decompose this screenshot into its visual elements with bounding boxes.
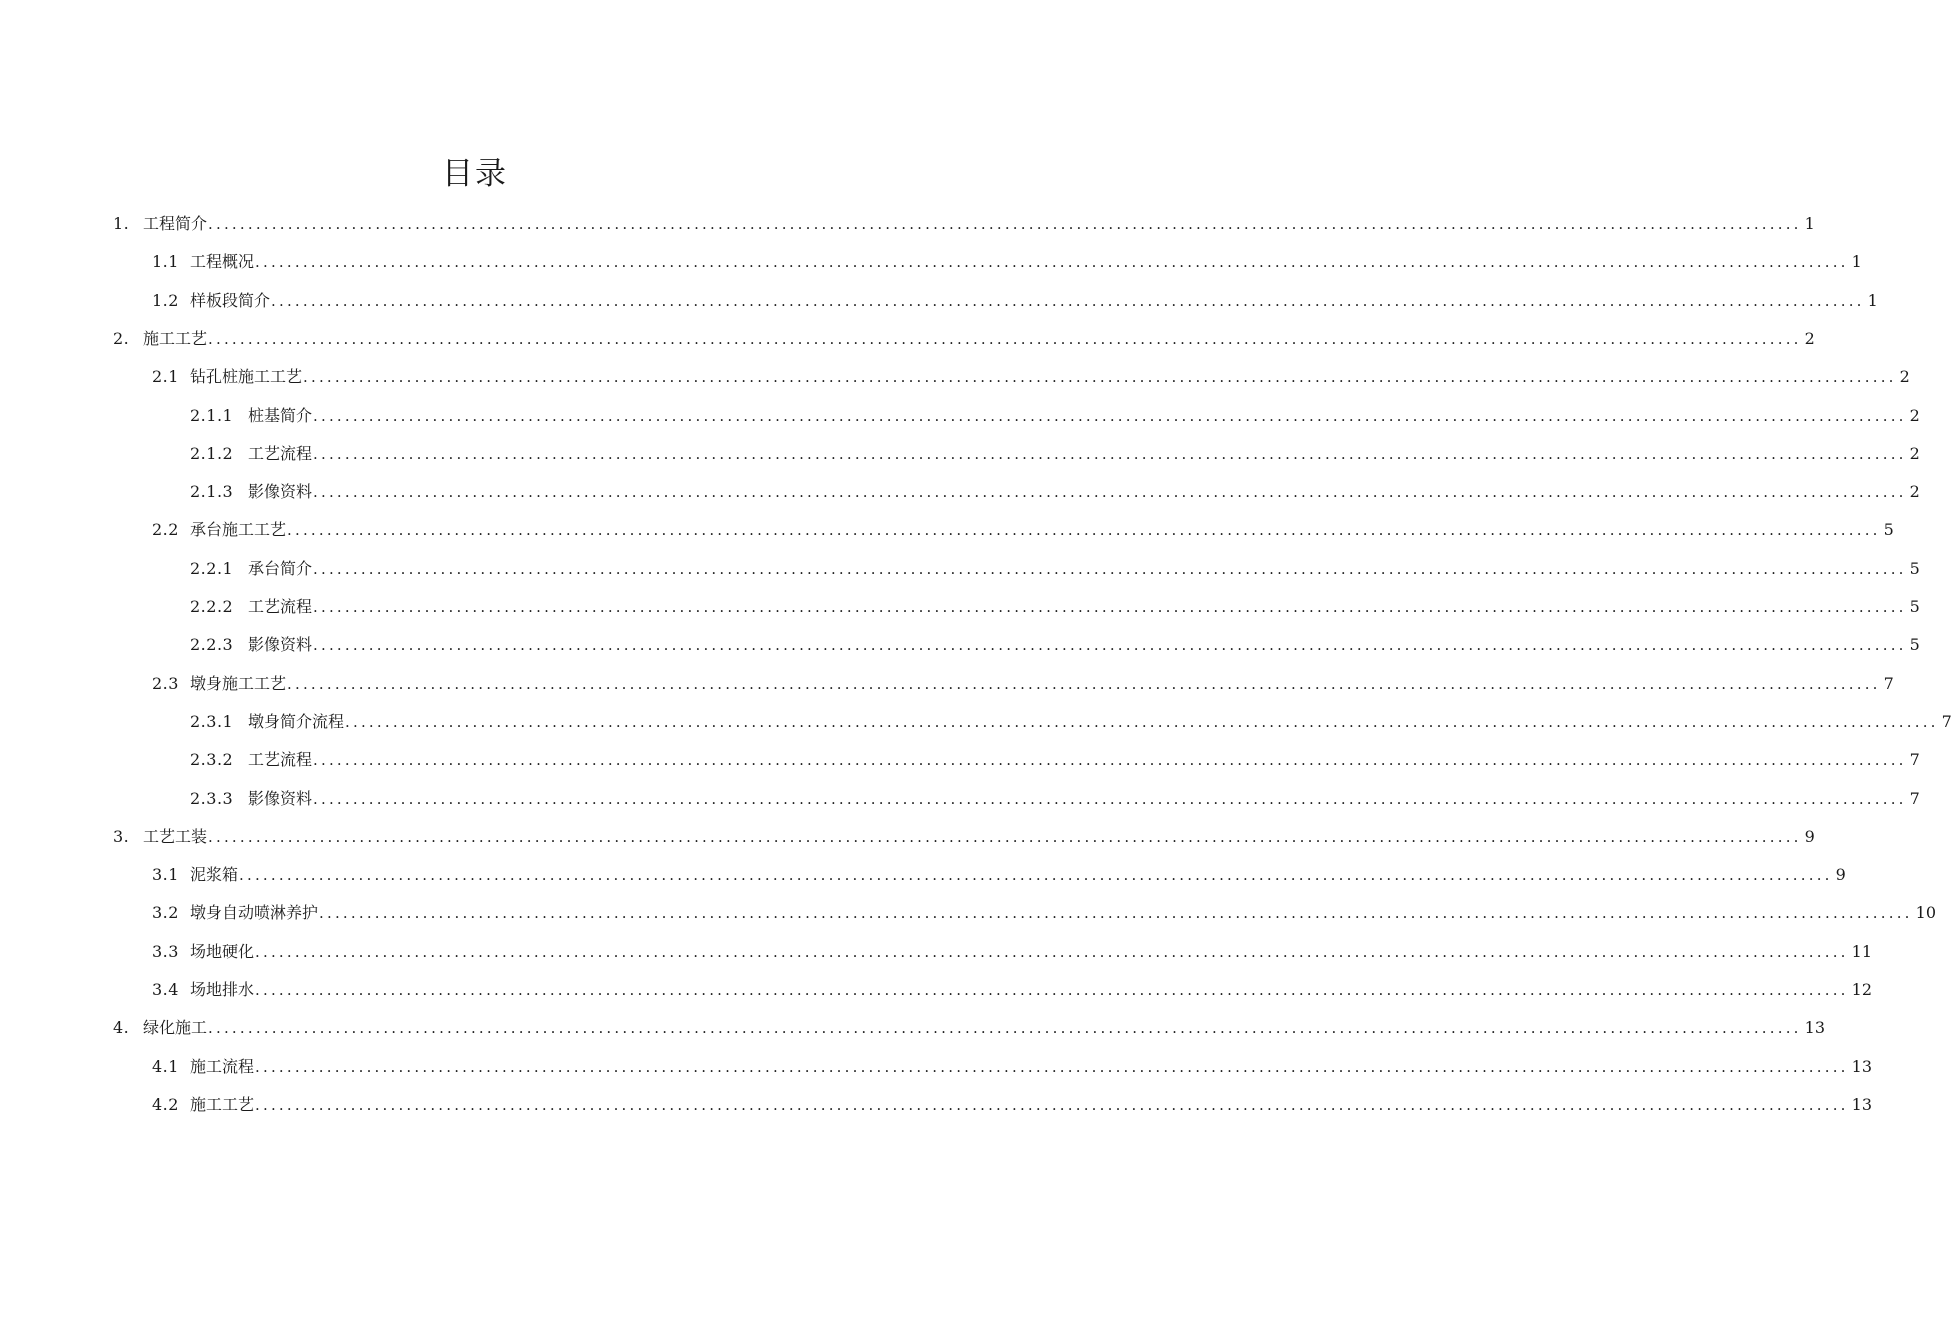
toc-entry-title: 桩基简介 (248, 405, 313, 425)
toc-dot-leader: ........................................................................................................................................................................................................ (313, 751, 1907, 770)
toc-dot-leader: ........................................................................................................................................................................................................ (255, 253, 1849, 272)
toc-dot-leader: ........................................................................................................................................................................................................ (287, 521, 1881, 540)
toc-entry-page: 11 (1851, 941, 1872, 961)
toc-entry-title: 工艺工装 (143, 826, 208, 846)
toc-entry-number: 3.4 (152, 980, 179, 999)
toc-entry[interactable] (152, 289, 1878, 313)
toc-entry-page: 1 (1851, 252, 1862, 272)
toc-entry-number: 3.1 (152, 865, 179, 885)
toc-entry-number: 1.2 (152, 290, 179, 310)
toc-entry-title: 墩身自动喷淋养护 (190, 903, 319, 923)
toc-entry[interactable] (190, 633, 1920, 657)
toc-dot-leader: ........................................................................................................................................................................................................ (255, 981, 1849, 999)
toc-entry-number: 4.1 (152, 1056, 179, 1076)
toc-dot-leader: ........................................................................................................................................................................................................ (271, 291, 1865, 310)
toc-entry[interactable] (152, 940, 1872, 964)
toc-entry-title: 墩身施工工艺 (190, 673, 287, 693)
toc-entry-title: 承台施工工艺 (190, 520, 287, 540)
toc-entry[interactable] (152, 863, 1846, 887)
toc-dot-leader: ........................................................................................................................................................................................................ (319, 904, 1913, 923)
toc-entry-title: 工程简介 (143, 214, 208, 233)
toc-dot-leader: ........................................................................................................................................................................................................ (208, 827, 1802, 846)
toc-entry-page: 7 (1941, 711, 1952, 731)
toc-dot-leader: ........................................................................................................................................................................................................ (208, 1019, 1802, 1038)
toc-entry-title: 样板段简介 (190, 290, 271, 310)
toc-entry[interactable] (113, 327, 1815, 351)
toc-entry-page: 12 (1851, 980, 1872, 999)
toc-entry-title: 影像资料 (248, 482, 313, 502)
toc-entry-title: 影像资料 (248, 635, 313, 655)
toc-entry-page: 2 (1804, 328, 1815, 348)
toc-entry-number: 2.3.3 (190, 788, 234, 808)
toc-entry-number: 3.2 (152, 903, 179, 923)
toc-entry[interactable] (190, 787, 1920, 811)
toc-entry[interactable] (190, 710, 1952, 734)
toc-title: 目录 (442, 156, 508, 192)
toc-entry-page: 2 (1909, 482, 1920, 502)
toc-dot-leader: ........................................................................................................................................................................................................ (239, 866, 1833, 885)
toc-entry-title: 承台简介 (248, 558, 313, 578)
toc-entry[interactable] (152, 672, 1894, 696)
toc-entry[interactable] (113, 825, 1815, 849)
toc-entry-number: 3.3 (152, 941, 179, 961)
toc-entry[interactable] (152, 518, 1894, 542)
toc-entry-title: 工艺流程 (248, 750, 313, 770)
toc-dot-leader: ........................................................................................................................................................................................................ (313, 444, 1907, 463)
toc-entry-title: 泥浆箱 (190, 865, 239, 885)
toc-entry-page: 9 (1804, 826, 1815, 846)
toc-dot-leader: ........................................................................................................................................................................................................ (255, 1095, 1849, 1114)
toc-entry-page: 5 (1883, 520, 1894, 540)
toc-entry-page: 5 (1909, 635, 1920, 655)
toc-entry-title: 工程概况 (190, 252, 255, 272)
toc-entry-number: 2.2.2 (190, 597, 234, 616)
toc-entry-title: 绿化施工 (143, 1018, 208, 1038)
toc-entry-number: 2.1 (152, 367, 179, 387)
toc-entry-title: 工艺流程 (248, 443, 313, 463)
toc-entry-page: 13 (1851, 1094, 1872, 1114)
toc-entry-page: 5 (1909, 597, 1920, 616)
toc-entry[interactable] (190, 404, 1920, 428)
toc-entry-page: 9 (1835, 865, 1846, 885)
toc-dot-leader: ........................................................................................................................................................................................................ (255, 1057, 1849, 1076)
toc-entry-title: 场地排水 (190, 980, 255, 999)
toc-entry-number: 2.3 (152, 673, 179, 693)
toc-dot-leader: ........................................................................................................................................................................................................ (303, 368, 1897, 387)
toc-entry-title: 钻孔桩施工工艺 (190, 367, 303, 387)
toc-entry-page: 7 (1909, 750, 1920, 770)
toc-entry-page: 1 (1804, 214, 1815, 233)
toc-dot-leader: ........................................................................................................................................................................................................ (255, 942, 1849, 961)
toc-entry-number: 2.3.1 (190, 711, 234, 731)
toc-entry[interactable] (190, 748, 1920, 772)
toc-entry-number: 2. (113, 328, 130, 348)
toc-entry-page: 2 (1899, 367, 1910, 387)
toc-dot-leader: ........................................................................................................................................................................................................ (313, 406, 1907, 425)
toc-entry[interactable] (190, 557, 1920, 581)
toc-entry-number: 2.1.3 (190, 482, 234, 502)
toc-entry-page: 2 (1909, 443, 1920, 463)
toc-dot-leader: ........................................................................................................................................................................................................ (313, 483, 1907, 502)
toc-entry-title: 场地硬化 (190, 941, 255, 961)
toc-entry-title: 施工工艺 (190, 1094, 255, 1114)
toc-entry-title: 工艺流程 (248, 597, 313, 616)
toc-entry-number: 4. (113, 1018, 130, 1038)
toc-entry-page: 2 (1909, 405, 1920, 425)
toc-entry-title: 施工流程 (190, 1056, 255, 1076)
toc-entry-number: 2.2.3 (190, 635, 234, 655)
toc-entry[interactable] (113, 1016, 1825, 1040)
toc-entry-number: 1.1 (152, 252, 179, 272)
toc-dot-leader: ........................................................................................................................................................................................................ (313, 636, 1907, 655)
toc-entry[interactable] (152, 978, 1872, 1002)
toc-entry[interactable] (190, 595, 1920, 619)
toc-entry-number: 3. (113, 826, 130, 846)
toc-dot-leader: ........................................................................................................................................................................................................ (287, 674, 1881, 693)
toc-entry-page: 13 (1851, 1056, 1872, 1076)
toc-entry-number: 2.1.2 (190, 443, 234, 463)
toc-entry-number: 4.2 (152, 1094, 179, 1114)
toc-entry-page: 7 (1883, 673, 1894, 693)
toc-entry[interactable] (190, 442, 1920, 466)
toc-dot-leader: ........................................................................................................................................................................................................ (313, 789, 1907, 808)
toc-entry-number: 2.1.1 (190, 405, 234, 425)
toc-dot-leader: ........................................................................................................................................................................................................ (313, 559, 1907, 578)
toc-entry-title: 影像资料 (248, 788, 313, 808)
toc-dot-leader: ........................................................................................................................................................................................................ (208, 329, 1802, 348)
toc-entry-page: 7 (1909, 788, 1920, 808)
toc-entry[interactable] (152, 1093, 1872, 1117)
toc-entry-number: 1. (113, 214, 130, 233)
toc-entry-page: 13 (1804, 1018, 1825, 1038)
toc-entry-page: 1 (1867, 290, 1878, 310)
toc-entry[interactable] (190, 480, 1920, 504)
toc-entry-page: 5 (1909, 558, 1920, 578)
toc-entry[interactable] (152, 901, 1936, 925)
toc-entry[interactable] (152, 1055, 1872, 1079)
toc-entry-number: 2.2 (152, 520, 179, 540)
toc-dot-leader: ........................................................................................................................................................................................................ (208, 215, 1802, 233)
toc-entry[interactable] (152, 365, 1910, 389)
toc-entry-page: 10 (1915, 903, 1936, 923)
toc-entry-number: 2.3.2 (190, 750, 234, 770)
toc-entry-title: 墩身简介流程 (248, 711, 345, 731)
toc-entry-number: 2.2.1 (190, 558, 234, 578)
toc-entry[interactable] (152, 250, 1862, 274)
toc-dot-leader: ........................................................................................................................................................................................................ (345, 712, 1939, 731)
toc-entry-title: 施工工艺 (143, 328, 208, 348)
toc-entry[interactable] (113, 212, 1815, 236)
toc-dot-leader: ........................................................................................................................................................................................................ (313, 598, 1907, 616)
